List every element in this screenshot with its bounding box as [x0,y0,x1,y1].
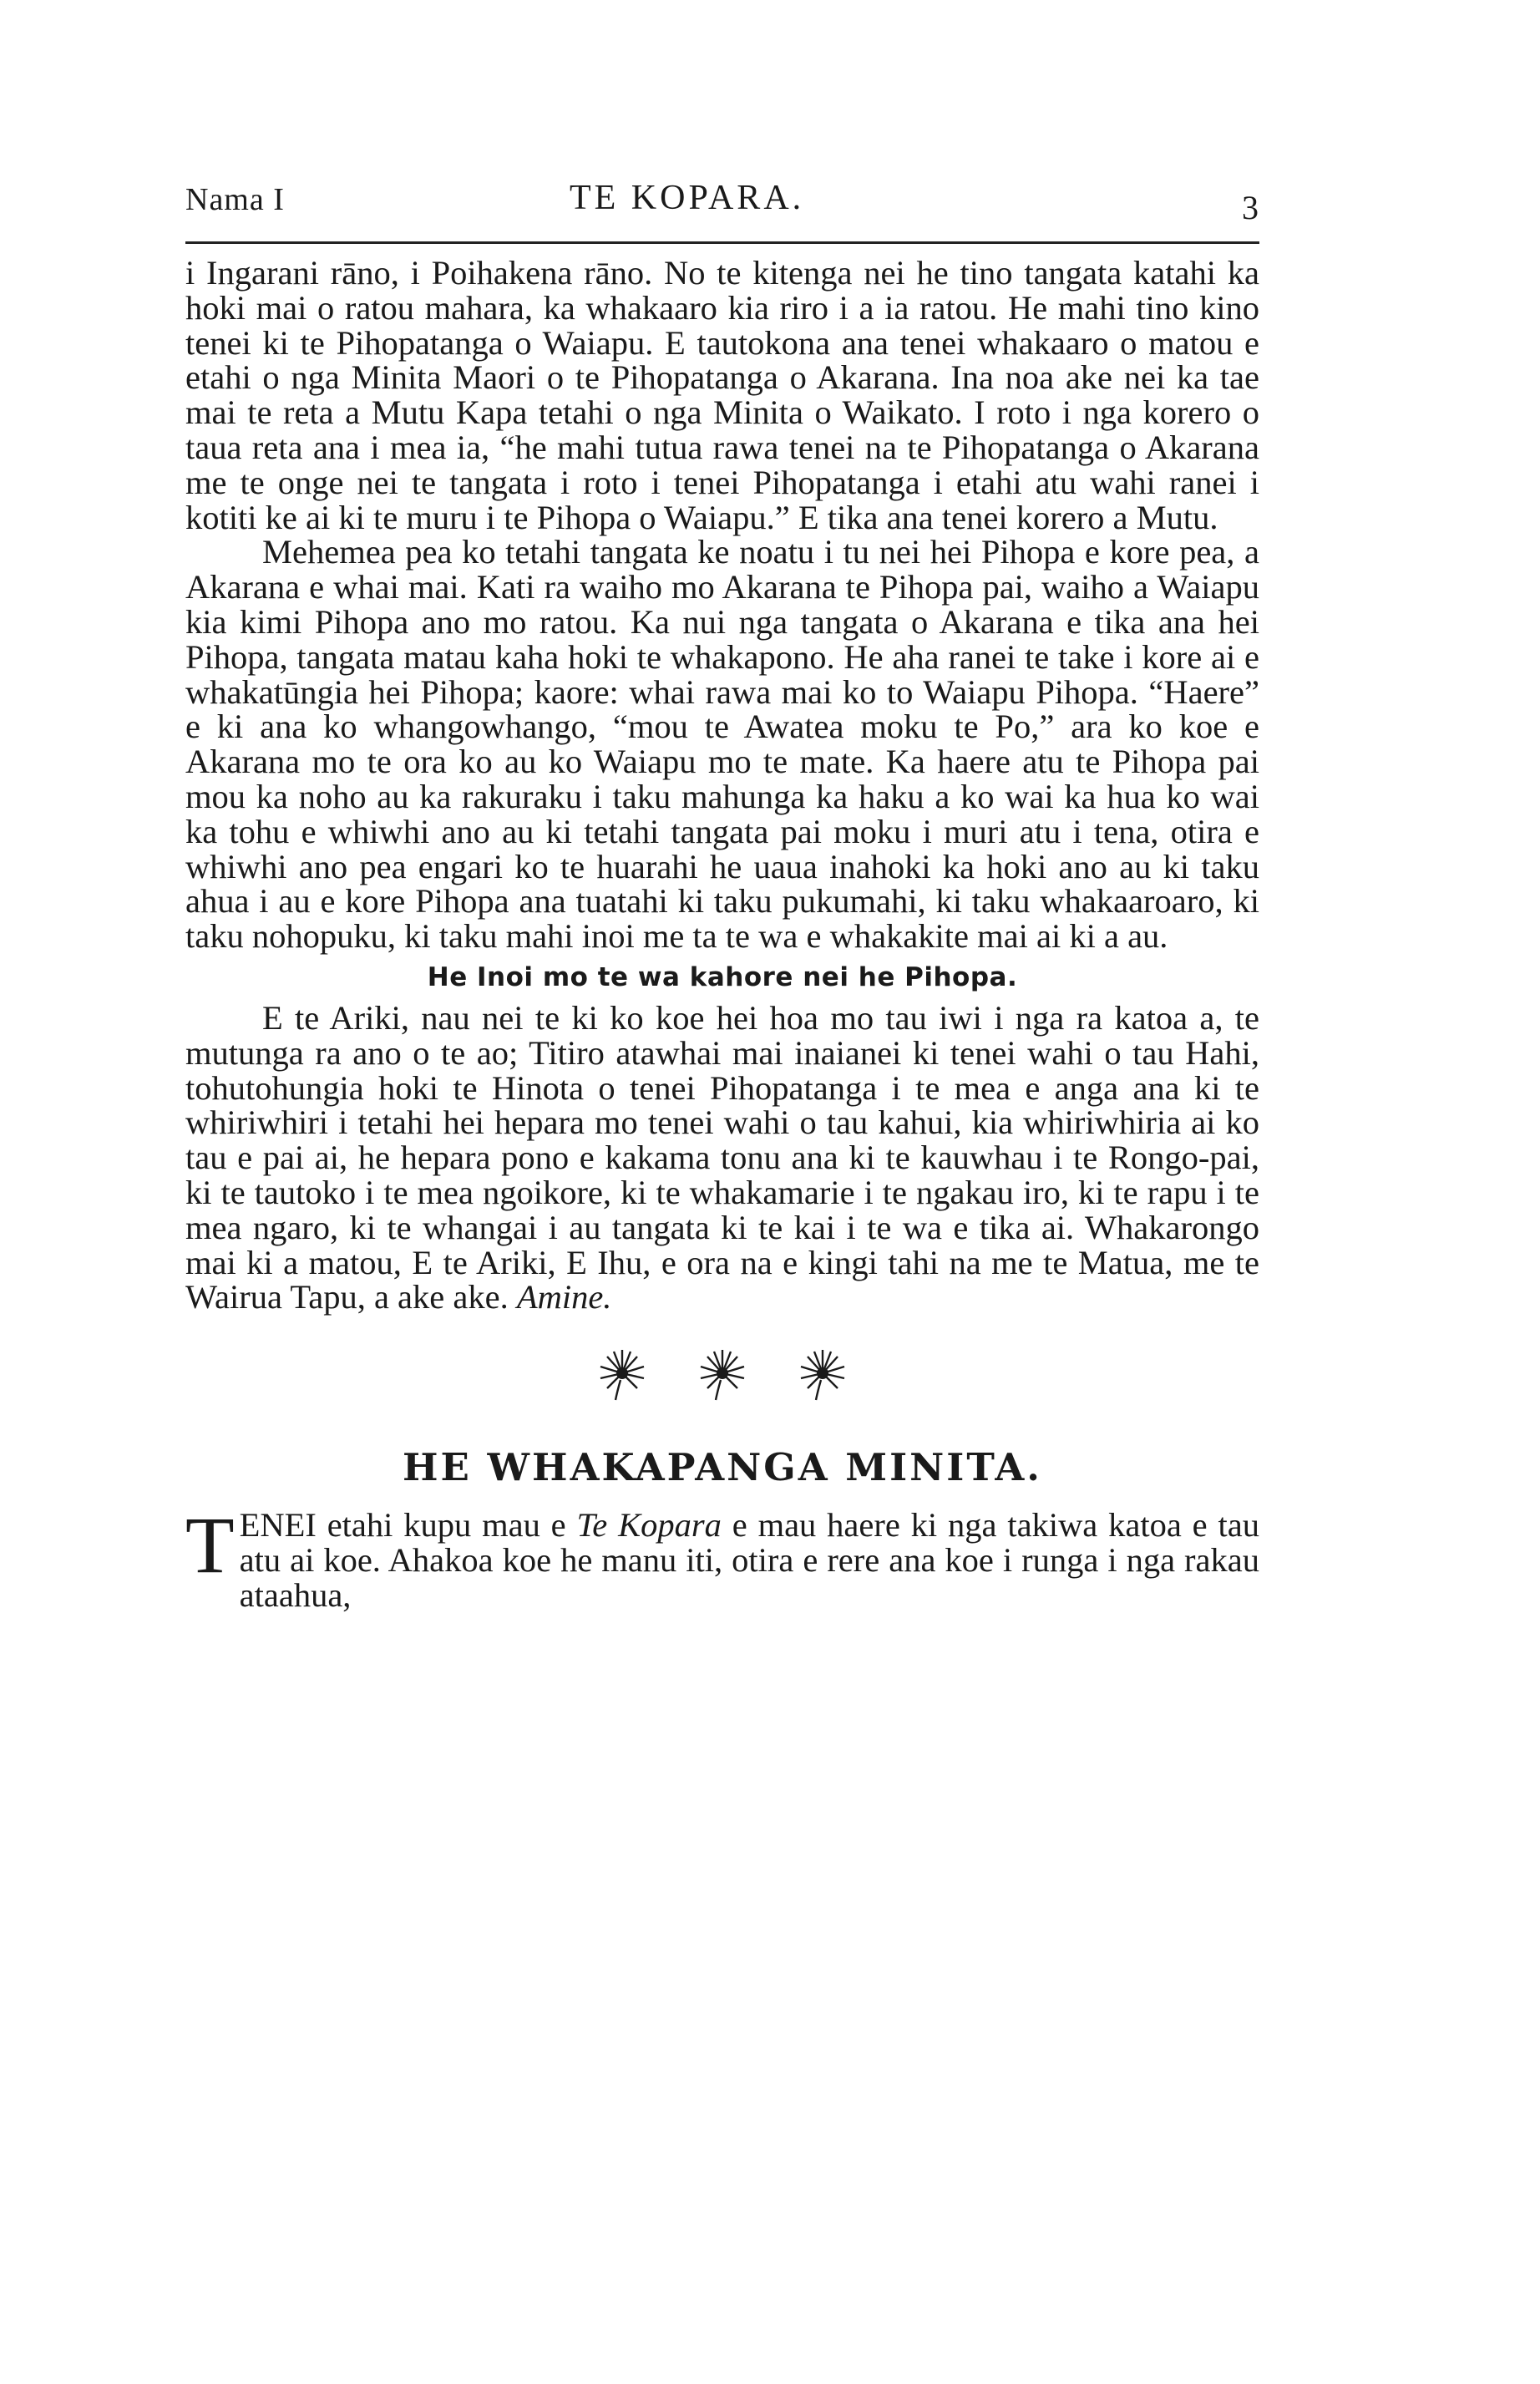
header-rule [185,241,1259,244]
section-text-start: ENEI etahi kupu mau e [239,1506,577,1545]
drop-cap: T [185,1500,235,1590]
prayer-text: E te Ariki, nau nei te ki ko koe hei hoa mo tau iwi i nga ra katoa a, te mutunga ra ano o te ao; Titiro atawhai mai inaianei ki tenei wahi o tau Hahi, tohutohungia hoki te Hinota o tenei Pihopatanga i te mea e anga ana ki te whiriwhiri i tetahi hei hepara mo tenei wahi o tau kahui, kia whiriwhiria ai ko tau e pai ai, he hepara pono e kakama tonu ana ki te kauwhau i te Rongo-pai, ki te tautoko i te mea ngoikore, ki te whakamarie i te ngakau iro, ki te rapu i te mea ngaro, ki te whangai i au tangata ki te kai i te wa e tika ai. Whakarongo mai ki a matou, E te Ariki, E Ihu, e ora na e kingi tahi na me te Matua, me te Wairua Tapu, a ake ake. [185,998,1259,1316]
ornament-row [185,1345,1259,1412]
flower-ornament-icon [796,1345,849,1403]
flower-ornament-icon [595,1345,649,1403]
running-head [185,171,1259,241]
flower-ornament-icon [696,1345,749,1403]
body-paragraph-2: Mehemea pea ko tetahi tangata ke noatu i tu nei hei Pihopa e kore pea, a Akarana e whai mai. Kati ra waiho mo Akarana te Pihopa pai, waiho a Waiapu kia kimi Pihopa ano mo ratou. Ka nui nga tangata o Akarana e tika ana hei Pihopa, tangata matau kaha hoki te whakapono. He aha ranei te take i kore ai e whakatūngia hei Pihopa; kaore: whai rawa mai ko to Waiapu Pihopa. “Haere” e ki ana ko whangowhango, “mou te Awatea moku te Po,” ara ko koe e Akarana mo te ora ko au ko Waiapu mo te mate. Ka haere atu te Pihopa pai mou ka noho au ka rakuraku i taku mahunga ka haku a ko wai ka hua ko wai ka tohu e whiwhi ano au ki tetahi tangata pai moku i muri atu i tena, otira e whiwhi ano pea engari ko te huarahi he uaua inahoki ka hoki ano au ki taku ahua i au e kore Pihopa ana tuatahi ki taku pukumahi, ki taku whakaaroaro, ki taku nohopuku, ki taku mahi inoi me ta te wa e whakakite mai ai ki a au. [185,533,1259,956]
page-number: 3 [1242,189,1259,226]
body-paragraph-1: i Ingarani rāno, i Poihakena rāno. No te kitenga nei he tino tangata katahi ka hoki mai o ratou mahara, ka whakaaro kia riro i a ia ratou. He mahi tino kino tenei ki te Pihopatanga o Waiapu. E tautokona ana tenei whakaaro o matou e etahi o nga Minita Maori o te Pihopatanga o Akarana. Ina noa ake nei ka tae mai te reta a Mutu Kapa tetahi o nga Minita o Waikato. I roto i nga korero o taua reta ana i mea ia, “he mahi tutua rawa tenei na te Pihopatanga o Akarana me te onge nei te tangata i roto i tenei Pihopatanga i etahi atu wahi ranei i kotiti ke ai ki te muru i te Pihopa o Waiapu.” E tika ana tenei korero a Mutu. [185,254,1259,536]
prayer-paragraph [185,998,1259,1316]
prayer-heading: He Inoi mo te wa kahore nei he Pihopa. [427,961,1018,992]
issue-label: Nama I [185,182,285,217]
section-title: HE WHAKAPANGA MINITA. [403,1445,1042,1490]
section-paragraph [185,1500,1259,1614]
page [185,171,1259,1613]
journal-name-italic: Te Kopara [576,1506,722,1545]
prayer-amen: Amine. [516,1278,612,1316]
section-text-rest: e mau haere ki nga takiwa katoa e tau atu ai koe. Ahakoa koe he manu iti, otira e rere ana koe i runga i nga rakau ataahua, [239,1506,1259,1614]
journal-title: TE KOPARA. [570,179,805,217]
